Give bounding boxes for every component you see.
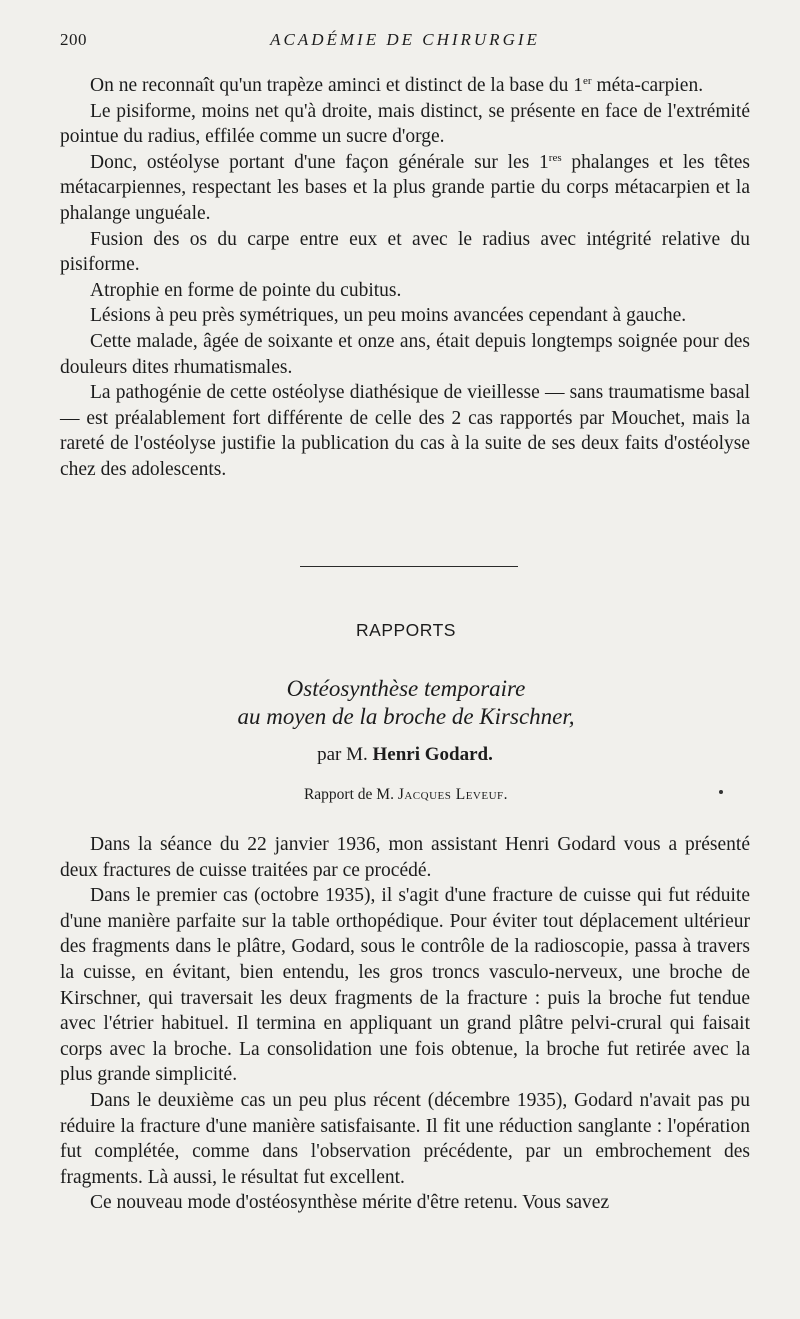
section-divider [300,566,518,567]
paragraph: Dans la séance du 22 janvier 1936, mon assistant Henri Godard vous a présenté deux fractures de cuisse traitées par ce procédé. [60,834,750,881]
report-attribution: Rapport de M. Jacques Leveuf. [303,786,509,803]
paragraph: On ne reconnaît qu'un trapèze aminci et distinct de la base du 1er méta-carpien. [90,75,704,96]
paragraph: Dans le deuxième cas un peu plus récent (décembre 1935), Godard n'avait pas pu réduire la fracture d'une manière satisfaisante. Il fit une réduction sanglante : l'opération fut complétée, comme dans l'observation précédente, par un embrochement des fragments. Là aussi, le résultat fut excellent. [60,1089,750,1188]
reporter-name: Jacques Leveuf. [397,786,509,803]
article-title-line: Ostéosynthèse temporaire [286,676,526,701]
byline: par M. Henri Godard. [317,744,493,765]
print-speck [719,790,723,794]
paragraph: Fusion des os du carpe entre eux et avec le radius avec intégrité relative du pisiforme. [60,228,750,276]
paragraph: Le pisiforme, moins net qu'à droite, mais distinct, se présente en face de l'extrémité pointue du radius, effilée comme un sucre d'orge. [60,100,750,148]
paragraph: Lésions à peu près symétriques, un peu moins avancées cependant à gauche. [90,305,687,327]
paragraph: Cette malade, âgée de soixante et onze ans, était depuis longtemps soignée pour des douleurs dites rhumatismales. [60,330,750,378]
top-text-block [60,73,750,483]
article-title [0,675,800,731]
author-name: Henri Godard. [372,744,493,765]
journal-title: ACADÉMIE DE CHIRURGIE [270,30,540,49]
paragraph: Atrophie en forme de pointe du cubitus. [90,279,402,301]
paragraph: Ce nouveau mode d'ostéosynthèse mérite d'être retenu. Vous savez [90,1192,610,1214]
article-title-line: au moyen de la broche de Kirschner, [237,704,575,729]
paragraph: Donc, ostéolyse portant d'une façon générale sur les 1res phalanges et les têtes métacarpiennes, respectant les bases et la plus grande partie du corps métacarpien et la phalange unguéale. [60,151,750,224]
running-head [60,30,750,54]
bottom-text-block [60,832,750,1216]
section-heading: RAPPORTS [356,620,456,640]
paragraph: La pathogénie de cette ostéolyse diathésique de vieillesse — sans traumatisme basal — est préalablement fort différente de celle des 2 cas rapportés par Mouchet, mais la rareté de l'ostéolyse justifie la publication du cas à la suite de ses deux faits d'ostéolyse chez des adolescents. [60,382,750,480]
paragraph: Dans le premier cas (octobre 1935), il s'agit d'une fracture de cuisse qui fut réduite d'une manière parfaite sur la table orthopédique. Pour éviter tout déplacement ultérieur des fragments dans le plâtre, Godard, sous le contrôle de la radioscopie, passa à travers la cuisse, en évitant, bien entendu, les gros troncs vasculo-nerveux, une broche de Kirschner, qui traversait les deux fragments de la fracture : puis la broche fut tendue avec l'étrier habituel. Il termina en appliquant un grand plâtre pelvi-crural qui faisait corps avec la broche. La consolidation une fois obtenue, la broche fut retirée avec la plus grande simplicité. [60,885,750,1086]
page-number: 200 [60,30,87,49]
